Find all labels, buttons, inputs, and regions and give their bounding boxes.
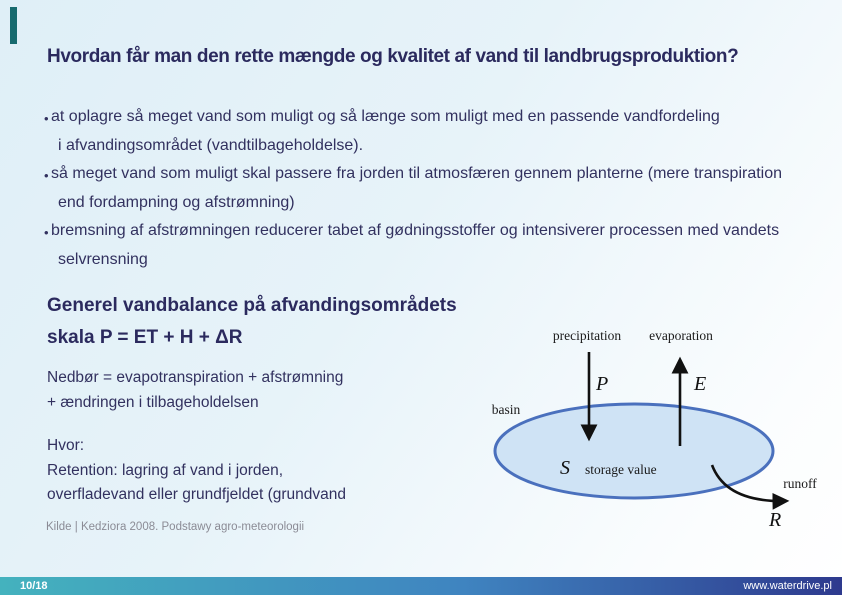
where-line: Hvor: xyxy=(47,437,85,454)
bullet-line xyxy=(44,251,814,280)
evaporation-label: evaporation xyxy=(649,328,713,343)
runoff-label: runoff xyxy=(783,476,817,491)
where-line: Retention: lagring af vand i jorden, xyxy=(47,461,284,479)
page-title: Hvordan får man den rette mængde og kvalitet af vand til landbrugsproduktion? xyxy=(47,46,739,67)
bullet-text: selvrensning xyxy=(58,250,148,268)
bullet-text: end fordampning og afstrømning) xyxy=(58,193,295,211)
bullet-text: at oplagre så meget vand som muligt og så længe som muligt med en passende vandfordeling xyxy=(51,108,720,125)
bullet-text: bremsning af afstrømningen reducerer tabet af gødningsstoffer og intensiverer processen med vandets xyxy=(51,222,780,239)
storage-value-label: storage value xyxy=(585,462,657,477)
s-symbol: S xyxy=(560,457,570,479)
bullet-line xyxy=(44,222,814,251)
bullet-icon: • xyxy=(44,225,49,240)
heading-line: Generel vandbalance på afvandingsområdets xyxy=(47,295,457,316)
bullet-list xyxy=(44,108,814,279)
bullet-line xyxy=(44,108,814,137)
website-url: www.waterdrive.pl xyxy=(743,580,832,592)
bullet-text: så meget vand som muligt skal passere fra jorden til atmosfæren gennem planterne (mere transpiration xyxy=(51,165,783,182)
bullet-line xyxy=(44,165,814,194)
bullet-text: i afvandingsområdet (vandtilbageholdelse). xyxy=(58,136,364,154)
retention-definition xyxy=(47,434,447,508)
bullet-line xyxy=(44,194,814,223)
e-symbol: E xyxy=(694,373,707,395)
water-balance-heading xyxy=(47,290,477,354)
equation-text xyxy=(47,366,447,415)
source-note: Kilde | Kedziora 2008. Podstawy agro-meteorologii xyxy=(46,521,305,533)
bullet-icon: • xyxy=(44,111,49,126)
page-number: 10/18 xyxy=(20,580,48,592)
heading-line: skala P = ET + H + ΔR xyxy=(47,327,243,348)
accent-bar xyxy=(10,7,17,44)
basin-label: basin xyxy=(491,402,521,417)
precipitation-label: precipitation xyxy=(552,328,622,343)
equation-line: + ændringen i tilbageholdelsen xyxy=(47,393,259,411)
footer-bar xyxy=(0,577,842,595)
water-balance-diagram xyxy=(470,318,842,540)
r-symbol: R xyxy=(769,509,782,531)
p-symbol: P xyxy=(596,373,609,395)
bullet-line xyxy=(44,137,814,166)
equation-line: Nedbør = evapotranspiration + afstrømning xyxy=(47,369,344,386)
diagram-shapes xyxy=(470,318,842,540)
bullet-icon: • xyxy=(44,168,49,183)
where-line: overfladevand eller grundfjeldet (grundvand xyxy=(47,486,347,503)
basin-ellipse xyxy=(495,404,773,498)
